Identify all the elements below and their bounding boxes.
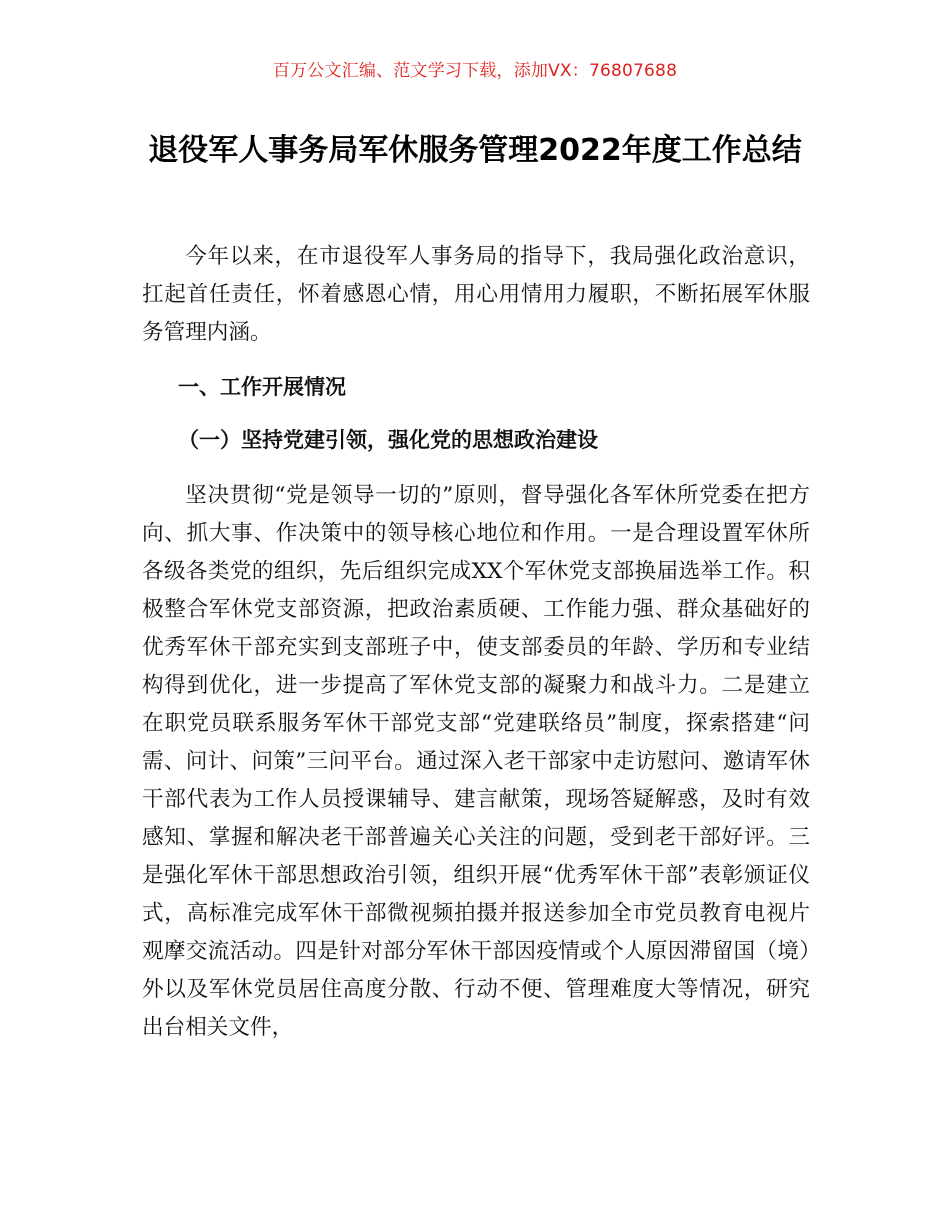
intro-paragraph: 今年以来，在市退役军人事务局的指导下，我局强化政治意识，扛起首任责任，怀着感恩心情，用心用情用力履职，不断拓展军休服务管理内涵。 xyxy=(142,244,810,345)
document-title: 退役军人事务局军休服务管理2022年度工作总结 xyxy=(148,133,802,169)
header-watermark-note: 百万公文汇编、范文学习下载，添加VX：76807688 xyxy=(272,61,678,81)
subsection-paragraph: 坚决贯彻“党是领导一切的”原则，督导强化各军休所党委在把方向、抓大事、作决策中的领导核心地位和作用。一是合理设置军休所各级各类党的组织，先后组织完成XX个军休党支部换届选举工作。积极整合军休党支部资源，把政治素质硬、工作能力强、群众基础好的优秀军休干部充实到支部班子中，使支部委员的年龄、学历和专业结构得到优化，进一步提高了军休党支部的凝聚力和战斗力。二是建立在职党员联系服务军休干部党支部“党建联络员”制度，探索搭建“问需、问计、问策”三问平台。通过深入老干部家中走访慰问、邀请军休干部代表为工作人员授课辅导、建言献策，现场答疑解惑，及时有效感知、掌握和解决老干部普遍关心关注的问题，受到老干部好评。三是强化军休干部思想政治引领，组织开展“优秀军休干部”表彰颁证仪式，高标准完成军休干部微视频拍摄并报送参加全市党员教育电视片观摩交流活动。四是针对部分军休干部因疫情或个人原因滞留国（境）外以及军休党员居住高度分散、行动不便、管理难度大等情况，研究出台相关文件， xyxy=(142,483,810,1040)
subsection-heading: （一）坚持党建引领，强化党的思想政治建设 xyxy=(178,428,598,452)
section-heading: 一、工作开展情况 xyxy=(178,375,346,399)
